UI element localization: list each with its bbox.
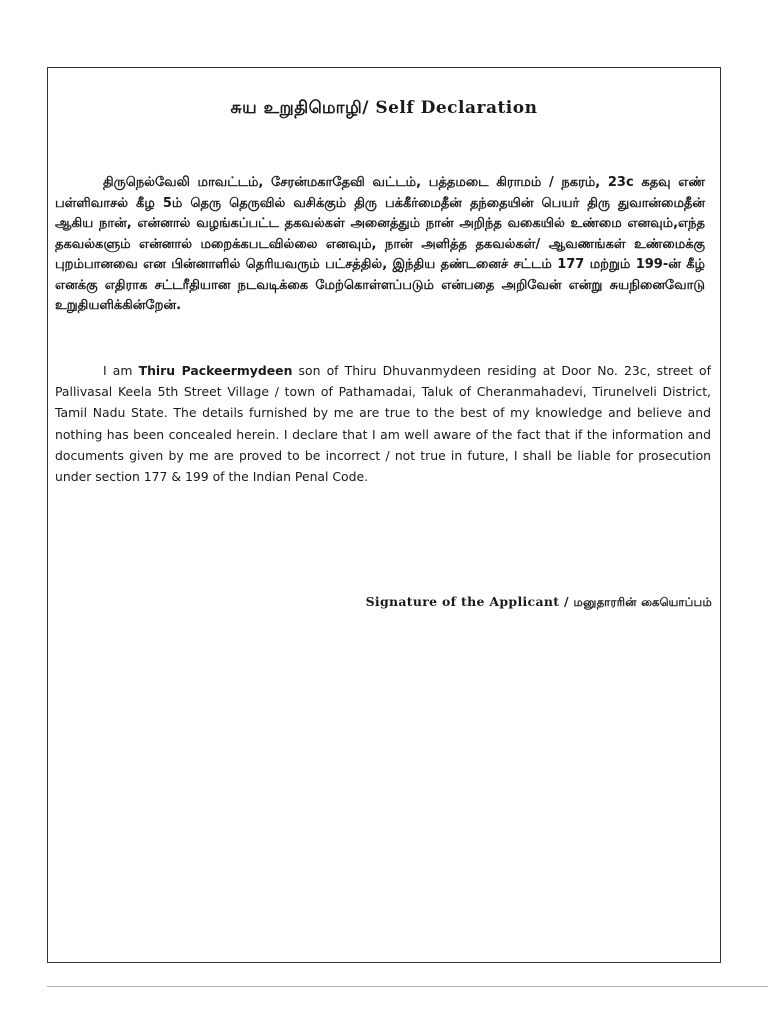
english-declaration-paragraph	[55, 360, 711, 487]
applicant-name: Thiru Packeermydeen	[138, 363, 293, 378]
document-page	[47, 67, 721, 963]
english-prefix: I am	[103, 363, 133, 378]
signature-tamil: மனுதாரரின் கையொப்பம்	[573, 595, 712, 609]
page-bottom-divider	[47, 986, 768, 987]
tamil-declaration-paragraph: திருநெல்வேலி மாவட்டம், சேரன்மகாதேவி வட்டம், பத்தமடை கிராமம் / நகரம், 23c கதவு எண் பள்ளிவாசல் கீழ 5ம் தெரு தெருவில் வசிக்கும் திரு பக்கீர்மைதீன் தந்தையின் பெயர் திரு துவான்மைதீன் ஆகிய நான், என்னால் வழங்கப்பட்ட தகவல்கள் அனைத்தும் நான் அறிந்த வகையில் உண்மை எனவும்,எந்த தகவல்களும் என்னால் மறைக்கபடவில்லை எனவும், நான் அளித்த தகவல்கள்/ ஆவணங்கள் உண்மைக்கு புறம்பானவை என பின்னாளில் தெரியவரும் பட்சத்தில், இந்திய தண்டனைச் சட்டம் 177 மற்றும் 199-ன் கீழ் எனக்கு எதிராக சட்டரீதியான நடவடிக்கை மேற்கொள்ளப்படும் என்பதை அறிவேன் என்று சுயநினைவோடு உறுதியளிக்கின்றேன்.	[55, 175, 705, 313]
document-title: சுய உறுதிமொழி/ Self Declaration	[230, 98, 538, 118]
english-body: son of Thiru Dhuvanmydeen residing at Door No. 23c, street of Pallivasal Keela 5th Street Village / town of Pathamadai, Taluk of Cheranmahadevi, Tirunelveli District, Tamil Nadu State. The details furnished by me are true to the best of my knowledge and believe and nothing has been concealed herein. I declare that I am well aware of the fact that if the information and documents given by me are proved to be incorrect / not true in future, I shall be liable for prosecution under section 177 & 199 of the Indian Penal Code.	[55, 363, 711, 485]
signature-english: Signature of the Applicant /	[365, 594, 569, 609]
signature-label	[366, 594, 712, 611]
